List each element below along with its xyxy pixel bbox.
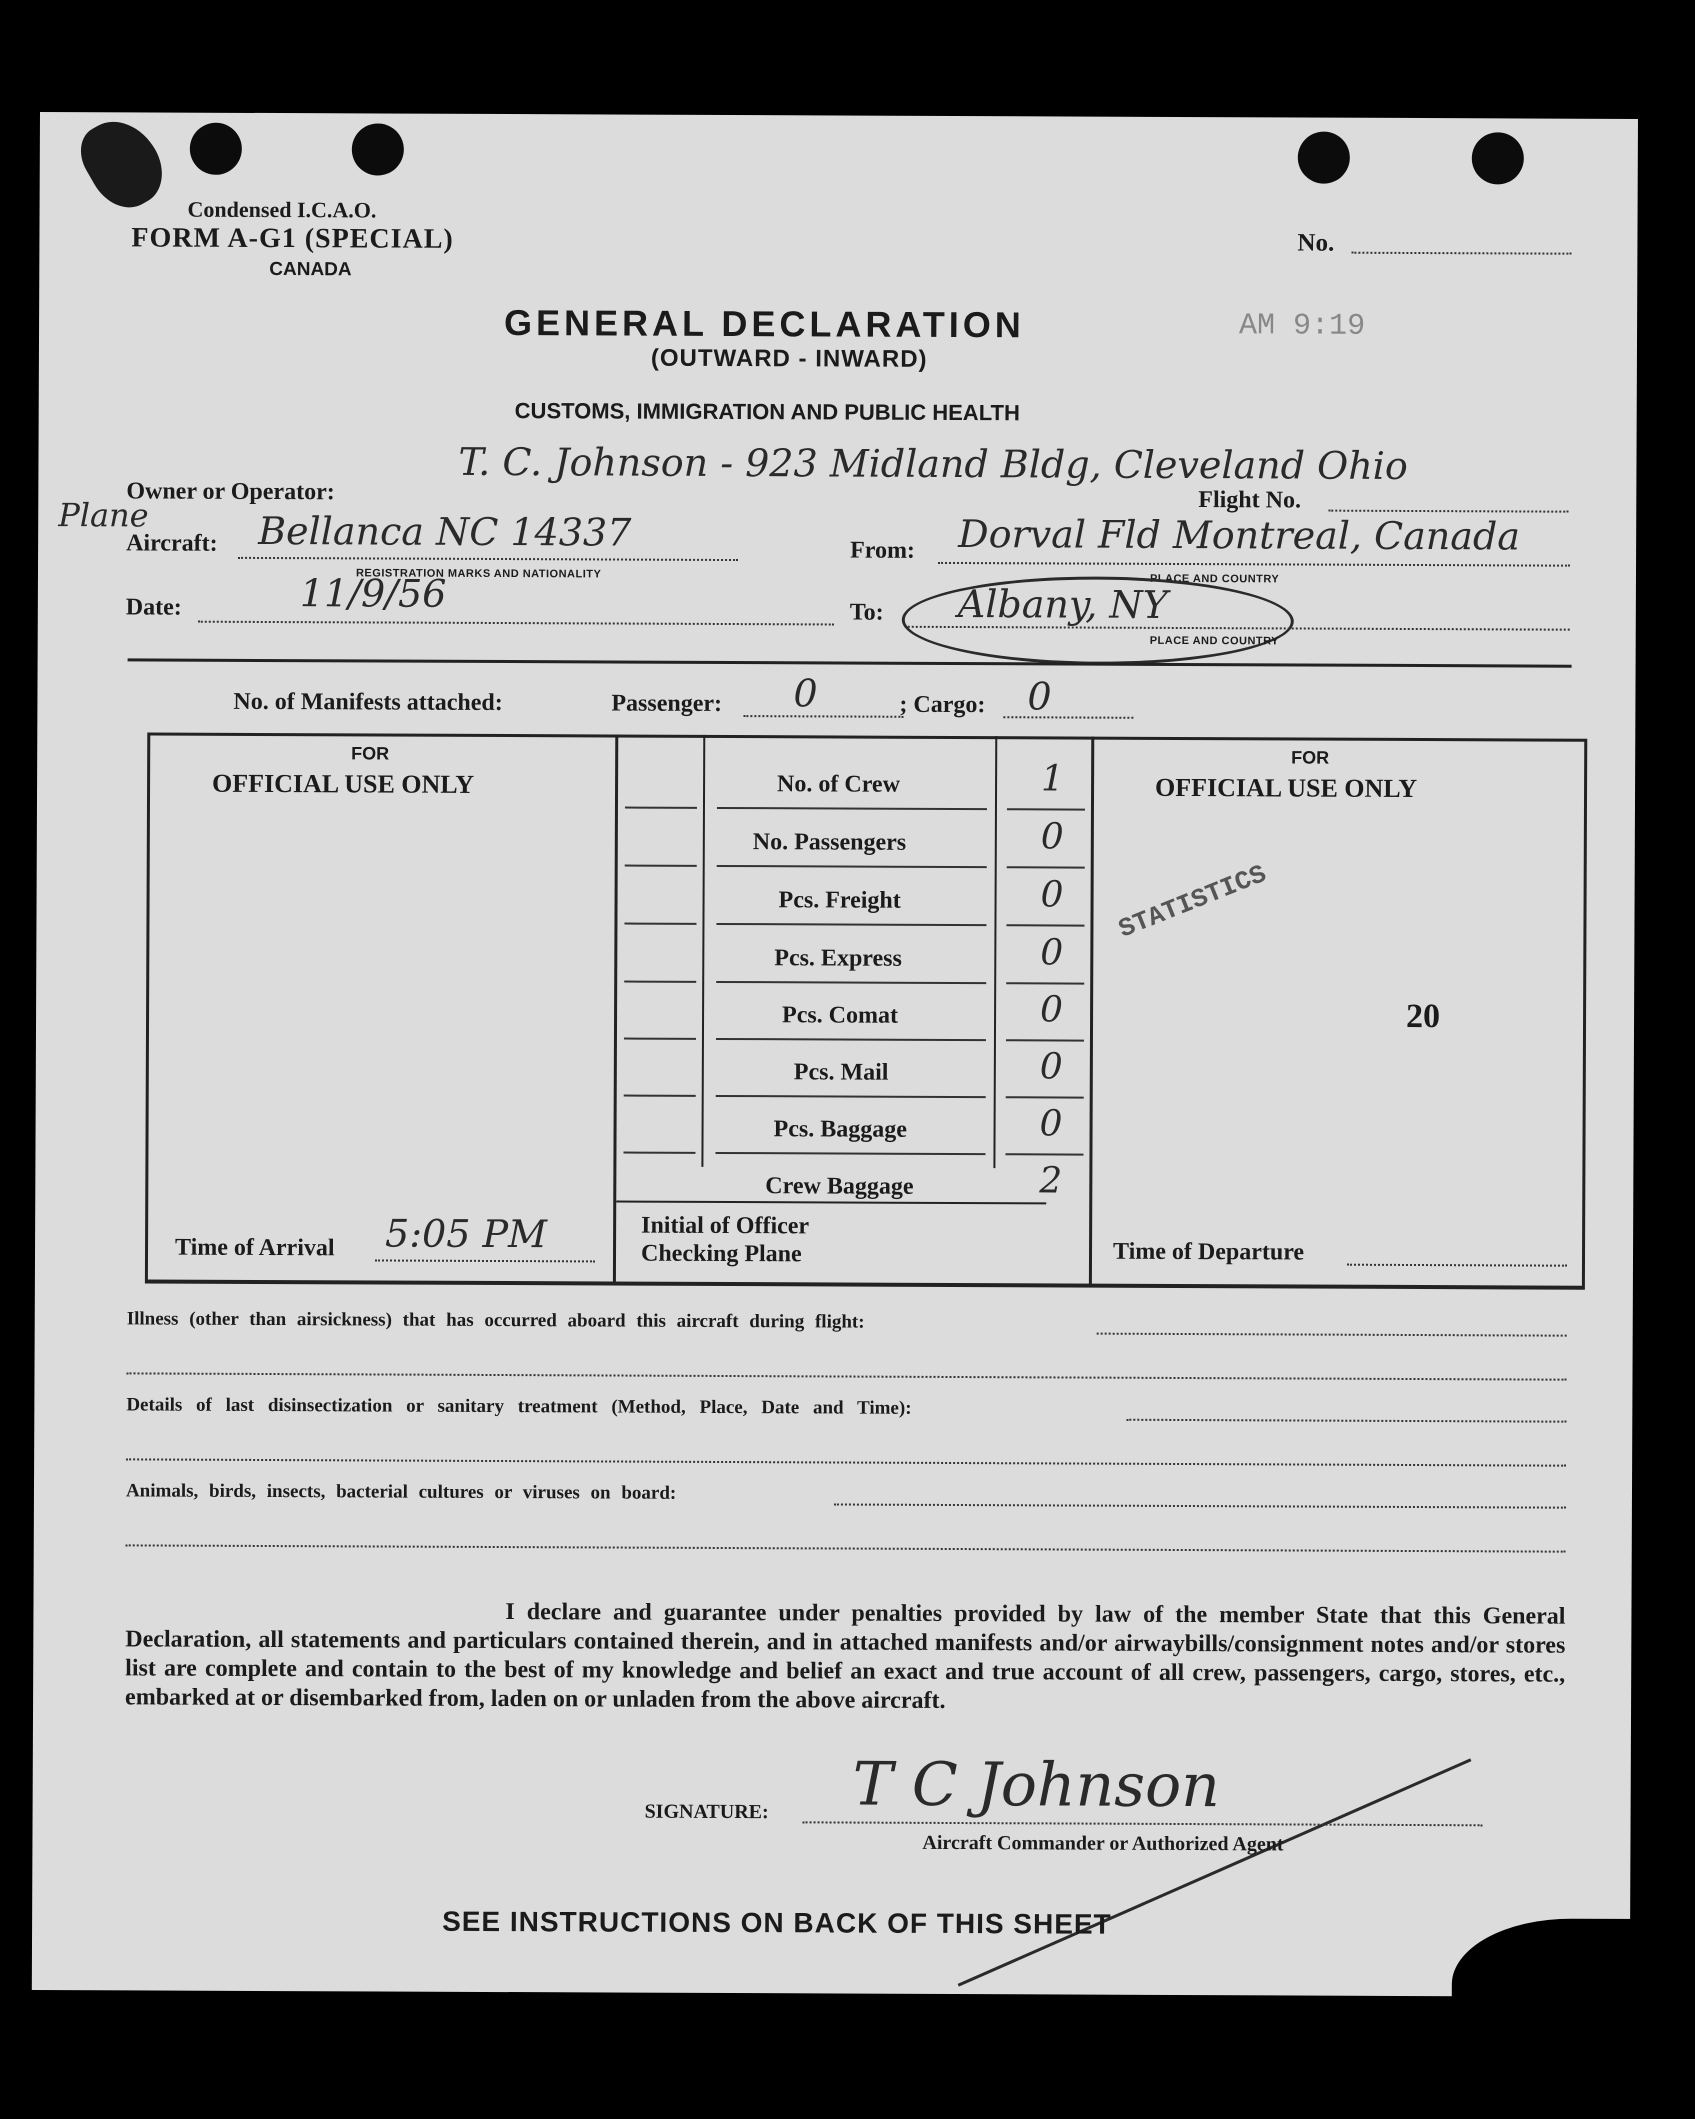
from-place-caption: PLACE AND COUNTRY (1149, 572, 1280, 586)
flight-number-field[interactable] (1328, 510, 1568, 513)
illness-line[interactable] (1097, 1333, 1567, 1337)
date-field-line (198, 621, 834, 626)
animals-label: Animals, birds, insects, bacterial cultures or viruses on board: (125, 1480, 677, 1504)
row-mail-value[interactable]: 0 (1039, 1046, 1063, 1088)
row-line (1006, 924, 1084, 926)
illness-label: Illness (other than airsickness) that has occurred aboard this aircraft during flight: (126, 1308, 865, 1333)
aircraft-field-line (238, 557, 738, 561)
arrival-label: Time of Arrival (174, 1234, 335, 1262)
declaration-form (32, 112, 1638, 1997)
cargo-manifest-label: ; Cargo: (899, 691, 986, 719)
row-baggage-label: Pcs. Baggage (773, 1116, 907, 1143)
officer-label-line1: Initial of Officer (641, 1212, 810, 1240)
row-line (624, 1038, 696, 1040)
row-comat-label: Pcs. Comat (782, 1002, 899, 1029)
owner-value[interactable]: T. C. Johnson - 923 Midland Bldg, Cleveland Ohio (458, 439, 1408, 488)
row-line (624, 1095, 696, 1097)
row-crew-label: No. of Crew (777, 771, 900, 798)
manifests-label: No. of Manifests attached: (233, 688, 503, 717)
ink-blot (70, 107, 175, 220)
row-line (1006, 982, 1084, 984)
form-subtitle: (OUTWARD - INWARD) (650, 344, 928, 373)
received-stamp: AM 9:19 (1239, 309, 1366, 344)
row-line (624, 981, 696, 983)
passenger-manifest-label: Passenger: (611, 690, 723, 717)
header-rule (128, 658, 1572, 667)
row-line (1005, 1153, 1083, 1155)
disinsect-line[interactable] (126, 1458, 1566, 1466)
aircraft-label: Aircraft: (126, 530, 218, 557)
row-crew-baggage-value[interactable]: 2 (1039, 1160, 1063, 1202)
row-comat-value[interactable]: 0 (1040, 989, 1064, 1031)
row-passengers-value[interactable]: 0 (1040, 816, 1064, 858)
right-for-label: FOR (1291, 747, 1330, 768)
signature-caption: Aircraft Commander or Authorized Agent (922, 1831, 1284, 1856)
passenger-manifest-value[interactable]: 0 (793, 671, 818, 716)
row-crew-value[interactable]: 1 (1041, 758, 1065, 800)
signature-value[interactable]: T C Johnson (852, 1749, 1220, 1822)
disinsect-line[interactable] (1126, 1419, 1566, 1423)
officer-label-line2: Checking Plane (640, 1240, 802, 1268)
cargo-manifest-line (1003, 716, 1133, 719)
to-place-caption: PLACE AND COUNTRY (1149, 634, 1280, 648)
departure-label: Time of Departure (1112, 1238, 1305, 1266)
date-label: Date: (125, 594, 182, 621)
arrival-value[interactable]: 5:05 PM (385, 1211, 548, 1257)
form-number-label: No. (1297, 229, 1335, 257)
from-label: From: (850, 537, 916, 564)
aircraft-value[interactable]: Bellanca NC 14337 (258, 508, 632, 555)
row-line (623, 1152, 695, 1154)
form-code-line1: Condensed I.C.A.O. (187, 196, 377, 223)
row-line (1006, 1096, 1084, 1098)
declaration-text: I declare and guarantee under penalties provided by law of the member State that this General Declaration, all statements and particulars contained therein, and in attached manifests and/or airwaybills/consignment notes and/or stores list are complete and contain to the best of my knowledge and belief an exact and true account of all crew, passengers, cargo, stores, etc., embarked at or disembarked from, laden on or unladen from the above aircraft. (125, 1599, 1566, 1714)
animals-line[interactable] (126, 1544, 1566, 1552)
registration-caption: REGISTRATION MARKS AND NATIONALITY (355, 567, 602, 581)
passenger-manifest-line (743, 715, 903, 718)
row-freight-label: Pcs. Freight (778, 887, 901, 914)
row-line (625, 865, 697, 867)
form-title: GENERAL DECLARATION (503, 302, 1025, 346)
row-line (625, 807, 697, 809)
right-official-label: OFFICIAL USE ONLY (1155, 772, 1418, 804)
date-value[interactable]: 11/9/56 (299, 571, 447, 616)
aircraft-margin-note: Plane (58, 496, 149, 535)
row-line (1007, 808, 1085, 810)
to-label: To: (849, 599, 884, 626)
row-mail-label: Pcs. Mail (793, 1059, 889, 1086)
punch-hole (1298, 131, 1350, 183)
cargo-manifest-value[interactable]: 0 (1027, 674, 1052, 719)
row-crew-baggage-label: Crew Baggage (765, 1173, 914, 1200)
row-express-label: Pcs. Express (774, 945, 902, 972)
to-value[interactable]: Albany, NY (957, 582, 1168, 627)
row-line (1007, 866, 1085, 868)
punch-hole (1472, 132, 1524, 184)
animals-line[interactable] (834, 1503, 1566, 1508)
signature-label: SIGNATURE: (644, 1800, 769, 1824)
torn-corner (1452, 1918, 1652, 2029)
row-baggage-value[interactable]: 0 (1039, 1103, 1063, 1145)
row-freight-value[interactable]: 0 (1040, 874, 1064, 916)
punch-hole (352, 123, 404, 175)
row-express-value[interactable]: 0 (1040, 932, 1064, 974)
row-line (1006, 1039, 1084, 1041)
from-value[interactable]: Dorval Fld Montreal, Canada (958, 512, 1521, 559)
row-line (624, 923, 696, 925)
owner-label: Owner or Operator: (126, 478, 335, 506)
row-passengers-label: No. Passengers (752, 829, 907, 856)
form-subheading: CUSTOMS, IMMIGRATION AND PUBLIC HEALTH (514, 398, 1020, 426)
form-code-line2: FORM A-G1 (SPECIAL) (131, 222, 454, 255)
instructions-footer: SEE INSTRUCTIONS ON BACK OF THIS SHEET (442, 1905, 1112, 1940)
form-number-field[interactable] (1351, 252, 1571, 255)
statistics-stamp: STATISTICS (1114, 858, 1271, 945)
left-for-label: FOR (351, 743, 390, 764)
form-country: CANADA (269, 259, 352, 281)
left-official-label: OFFICIAL USE ONLY (212, 768, 475, 799)
punch-hole (190, 123, 242, 175)
flight-label: Flight No. (1198, 487, 1302, 514)
disinsect-label: Details of last disinsectization or sanitary treatment (Method, Place, Date and Time): (126, 1394, 912, 1419)
box-number: 20 (1405, 997, 1441, 1036)
from-field-line (938, 562, 1570, 567)
signature-line (803, 1821, 1483, 1826)
illness-line[interactable] (126, 1372, 1566, 1380)
